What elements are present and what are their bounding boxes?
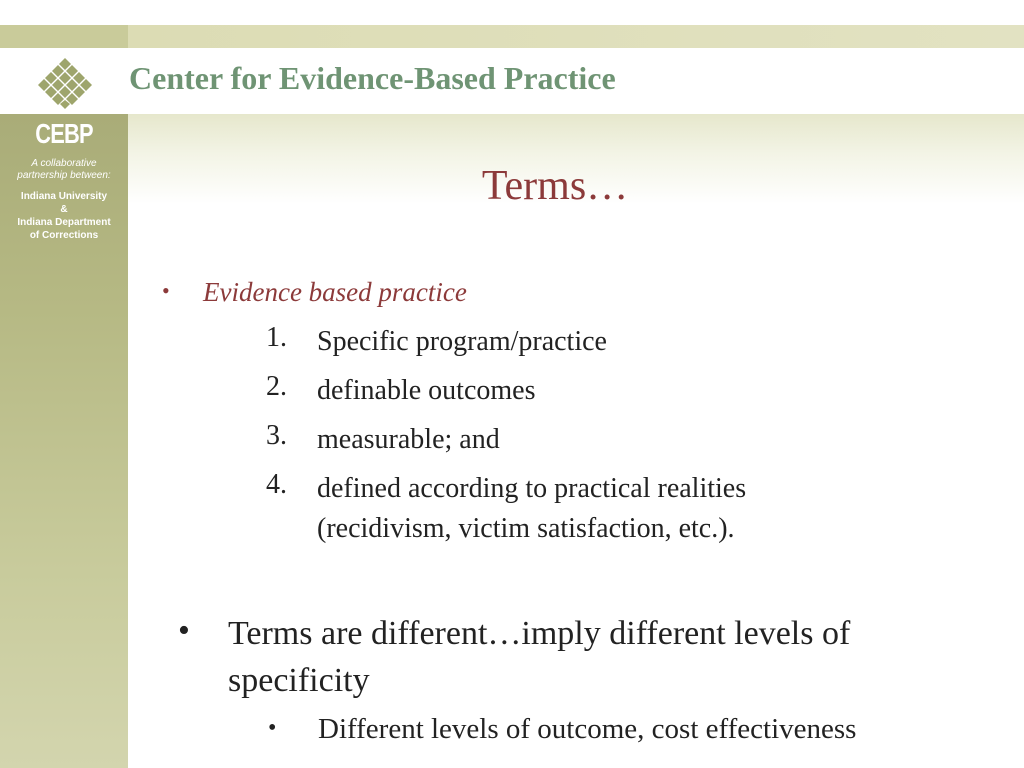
bullet-dot-icon: •: [178, 612, 190, 649]
list-item: [266, 420, 966, 469]
sub-bullet-levels: Different levels of outcome, cost effectiveness: [318, 713, 857, 745]
list-text: measurable; and: [317, 424, 500, 455]
sidebar-partners: [0, 190, 128, 242]
list-item: [266, 469, 966, 559]
numbered-list: [266, 322, 966, 559]
top-strip: [0, 25, 1024, 48]
org-name: Center for Evidence-Based Practice: [129, 60, 616, 96]
list-item: [266, 322, 966, 371]
partner-line: Indiana Department: [17, 217, 111, 228]
partner-line: of Corrections: [29, 230, 99, 241]
list-number: 4.: [266, 469, 287, 500]
list-number: 3.: [266, 420, 287, 451]
list-text: defined according to practical realities (recidivism, victim satisfaction, etc.).: [317, 473, 747, 544]
diamond-lattice-logo-icon: [34, 56, 96, 110]
cebp-acronym: CEBP: [35, 118, 93, 149]
bullet-dot-icon: •: [162, 278, 170, 303]
slide-title: Terms…: [481, 163, 629, 209]
partner-line: &: [60, 204, 68, 215]
list-number: 2.: [266, 371, 287, 402]
list-text: Specific program/practice: [317, 326, 607, 357]
bullet-dot-icon: •: [268, 715, 277, 741]
tagline-line: partnership between:: [17, 170, 111, 181]
list-item: [266, 371, 966, 420]
bullet-terms-different: Terms are different…imply different levels of specificity: [228, 615, 851, 699]
bullet-evidence-based-practice: Evidence based practice: [203, 277, 467, 307]
tagline-line: A collaborative: [31, 158, 97, 169]
list-number: 1.: [266, 322, 287, 353]
list-text: definable outcomes: [317, 375, 536, 406]
partner-line: Indiana University: [20, 191, 108, 202]
sidebar-tagline: [0, 158, 128, 182]
